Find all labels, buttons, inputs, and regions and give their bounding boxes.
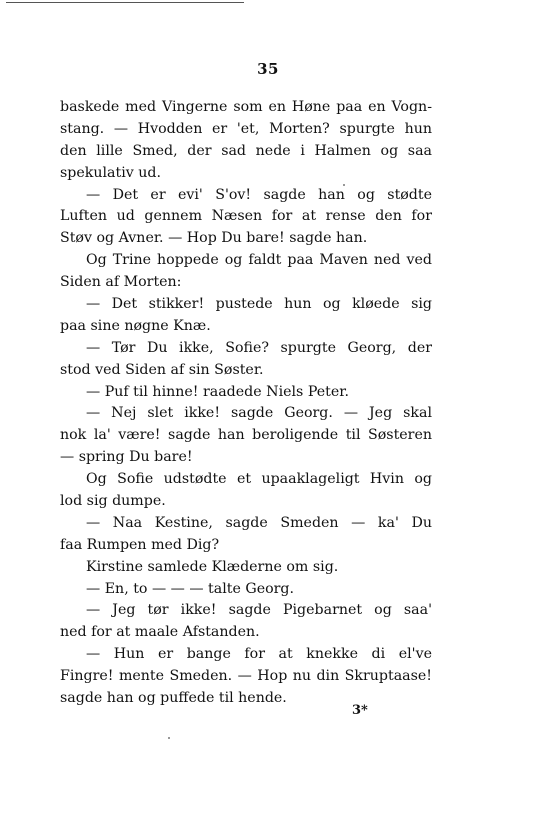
print-speck [168, 737, 170, 739]
signature-mark: 3* [352, 703, 368, 718]
text-line: Og Trine hoppede og faldt paa Maven ned ved [86, 252, 432, 269]
text-line: — Hun er bange for at knekke di el've [86, 646, 432, 663]
body-text [60, 97, 432, 710]
text-line: Kirstine samlede Klæderne om sig. [86, 558, 339, 575]
text-line: — Jeg tør ikke! sagde Pigebarnet og saa' [86, 602, 432, 619]
text-line: den lille Smed, der sad nede i Halmen og saa [60, 142, 432, 159]
text-line: Luften ud gennem Næsen for at rense den for [60, 208, 432, 225]
top-rule [6, 2, 244, 3]
text-line: — Naa Kestine, sagde Smeden — ka' Du [86, 514, 432, 531]
text-line: — Det stikker! pustede hun og kløede sig [86, 296, 432, 313]
text-line: Fingre! mente Smeden. — Hop nu din Skruptaase! [60, 668, 432, 685]
page-number: 35 [257, 60, 279, 78]
text-line: ned for at maale Afstanden. [60, 624, 260, 641]
text-line: lod sig dumpe. [60, 493, 166, 510]
text-line: stang. — Hvodden er 'et, Morten? spurgte hun [60, 120, 432, 137]
text-line: nok la' være! sagde han beroligende til Søsteren [60, 427, 432, 444]
text-line: — spring Du bare! [60, 449, 193, 466]
text-line: baskede med Vingerne som en Høne paa en Vogn- [60, 99, 432, 115]
text-line: Og Sofie udstødte et upaaklageligt Hvin og [86, 471, 432, 488]
text-line: Støv og Avner. — Hop Du bare! sagde han. [60, 230, 368, 247]
text-line: — Det er evi' S'ov! sagde han og stødte [86, 186, 432, 203]
text-line: sagde han og puffede til hende. [60, 690, 287, 707]
text-line: — Tør Du ikke, Sofie? spurgte Georg, der [86, 339, 432, 356]
text-line: paa sine nøgne Knæ. [60, 317, 211, 334]
text-line: spekulativ ud. [60, 164, 161, 181]
text-line: Siden af Morten: [60, 274, 182, 291]
text-line: — En, to — — — talte Georg. [86, 580, 295, 597]
text-line: stod ved Siden af sin Søster. [60, 361, 264, 378]
text-line: — Nej slet ikke! sagde Georg. — Jeg skal [86, 405, 432, 422]
print-speck [343, 184, 345, 186]
text-line: — Puf til hinne! raadede Niels Peter. [86, 383, 349, 400]
text-line: faa Rumpen med Dig? [60, 536, 220, 553]
